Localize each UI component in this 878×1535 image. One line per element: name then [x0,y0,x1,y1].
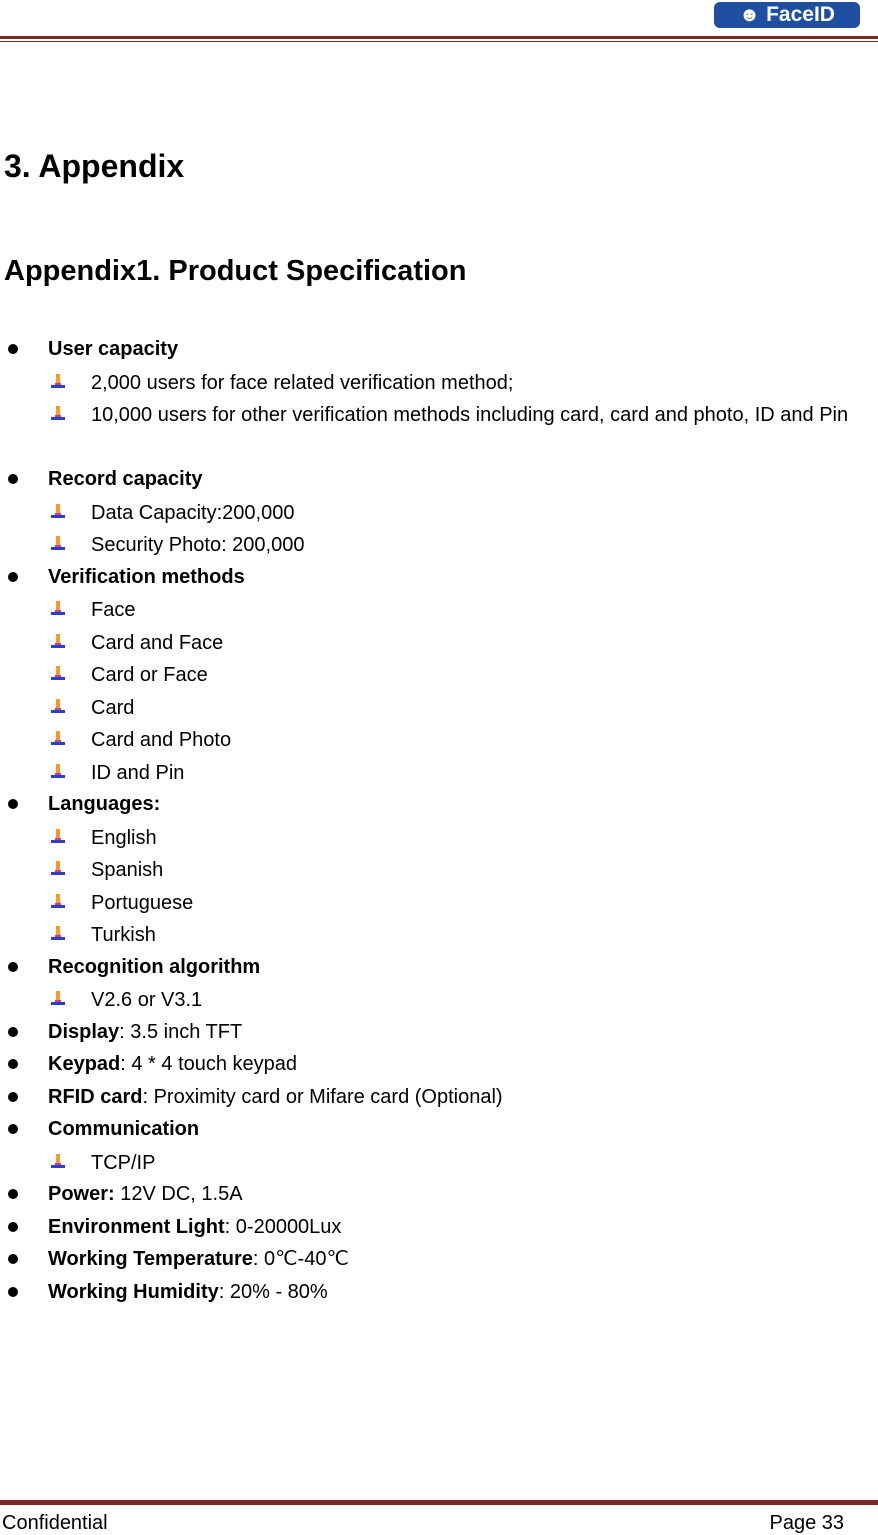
bullet-dot-icon [8,1254,18,1264]
spec-item [0,1215,878,1248]
spec-text [48,337,178,362]
spec-subitem-text: Security Photo: 200,000 [91,534,305,556]
spec-item [0,1182,878,1215]
bullet-dot-icon [8,1124,18,1134]
spec-subitem-text: Card and Photo [91,729,232,751]
logo-text: FaceID [766,3,835,26]
arrow-down-bullet-icon [50,372,66,390]
bullet-dot-icon [8,1189,18,1199]
spec-text [48,467,203,492]
arrow-down-bullet-icon [50,599,66,617]
arrow-down-bullet-icon [50,827,66,845]
spec-item [0,467,878,500]
spec-subitem [0,370,878,403]
arrow-down-bullet-icon [50,404,66,422]
spec-text [48,1280,328,1305]
spec-subitem [0,890,878,923]
spec-label: Environment Light [48,1215,225,1238]
page-number: Page 33 [769,1512,844,1534]
spec-text [48,1182,243,1207]
spec-value: : 0-20000Lux [224,1215,342,1238]
arrow-down-bullet-icon [50,664,66,682]
spec-label: Communication [48,1118,200,1140]
spec-text [48,1020,242,1045]
spec-subitem-text: 2,000 users for face related verification method; [91,371,514,394]
spec-subitem [0,500,878,533]
chapter-title: 3. Appendix [4,148,185,184]
spec-list [0,337,878,1312]
spec-label: Recognition algorithm [48,955,261,978]
spec-label: User capacity [48,338,179,360]
spec-label: Keypad [48,1053,121,1075]
spec-subitem [0,760,878,793]
spec-text [48,565,245,590]
spec-item [0,1085,878,1118]
bullet-dot-icon [8,572,18,582]
spec-text [48,792,160,817]
spec-subitem [0,597,878,630]
spec-item [0,1020,878,1053]
spec-label: Working Humidity [48,1280,219,1303]
spec-subitem-text: Turkish [91,924,156,946]
section-title: Appendix1. Product Specification [4,255,467,287]
arrow-down-bullet-icon [50,762,66,780]
spec-subitem [0,857,878,890]
bullet-dot-icon [8,1059,18,1069]
header-rule-thin [0,41,878,42]
spec-subitem-text: Card [91,696,135,719]
spec-subitem-text: Portuguese [91,891,194,914]
spec-value: : 4 * 4 touch keypad [120,1053,298,1075]
spec-subitem-text: V2.6 or V3.1 [91,989,203,1011]
bullet-dot-icon [8,1287,18,1297]
spec-item [0,1052,878,1085]
spec-label: RFID card [48,1085,143,1108]
spec-item [0,1280,878,1313]
spec-label: Verification methods [48,565,245,588]
spec-subitem [0,662,878,695]
spec-subitem [0,1150,878,1183]
bullet-dot-icon [8,344,18,354]
spec-text [48,955,260,980]
spec-value: 12V DC, 1.5A [114,1183,243,1205]
arrow-down-bullet-icon [50,502,66,520]
spec-text [48,1117,199,1142]
spec-text [48,1052,297,1077]
spec-value: : 3.5 inch TFT [119,1020,243,1043]
spec-value: : 20% - 80% [218,1280,328,1303]
spec-label: Power: [48,1183,115,1205]
spec-item [0,1117,878,1150]
spec-value: : Proximity card or Mifare card (Optional) [142,1085,503,1108]
bullet-dot-icon [8,474,18,484]
spec-subitem-text: Face [91,599,136,621]
spec-item [0,792,878,825]
bullet-dot-icon [8,1027,18,1037]
bullet-dot-icon [8,1092,18,1102]
footer-confidential: Confidential [2,1512,108,1534]
arrow-down-bullet-icon [50,729,66,747]
spec-subitem [0,402,878,467]
spec-item [0,337,878,370]
arrow-down-bullet-icon [50,859,66,877]
spec-item [0,1247,878,1280]
arrow-down-bullet-icon [50,892,66,910]
spec-subitem [0,727,878,760]
spec-subitem-text: TCP/IP [91,1151,156,1174]
arrow-down-bullet-icon [50,632,66,650]
spec-item [0,955,878,988]
header-rule [0,36,878,39]
footer-rule [0,1500,878,1505]
spec-subitem-text: Card or Face [91,664,208,686]
arrow-down-bullet-icon [50,989,66,1007]
faceid-logo [714,2,860,28]
spec-item [0,565,878,598]
arrow-down-bullet-icon [50,924,66,942]
spec-subitem [0,532,878,565]
face-profile-icon: ☻ [739,4,761,26]
spec-subitem [0,695,878,728]
bullet-dot-icon [8,799,18,809]
arrow-down-bullet-icon [50,697,66,715]
spec-label: Working Temperature [48,1248,253,1270]
spec-subitem [0,987,878,1020]
spec-subitem-text: Card and Face [91,631,224,654]
spec-subitem-text: ID and Pin [91,761,185,784]
spec-subitem [0,922,878,955]
arrow-down-bullet-icon [50,1152,66,1170]
spec-value: : 0℃-40℃ [252,1248,349,1270]
spec-label: Record capacity [48,468,203,490]
spec-label: Languages: [48,793,161,815]
arrow-down-bullet-icon [50,534,66,552]
spec-text [48,1215,341,1240]
spec-text [48,1247,349,1272]
spec-subitem [0,825,878,858]
bullet-dot-icon [8,1222,18,1232]
spec-subitem-text: English [91,826,157,849]
spec-label: Display [48,1020,120,1043]
spec-subitem-text: Spanish [91,859,164,881]
bullet-dot-icon [8,962,18,972]
spec-subitem [0,630,878,663]
spec-subitem-text: 10,000 users for other verification methods including card, card and photo, ID and Pin [91,404,849,426]
spec-subitem-text: Data Capacity:200,000 [91,501,295,524]
spec-text [48,1085,503,1110]
